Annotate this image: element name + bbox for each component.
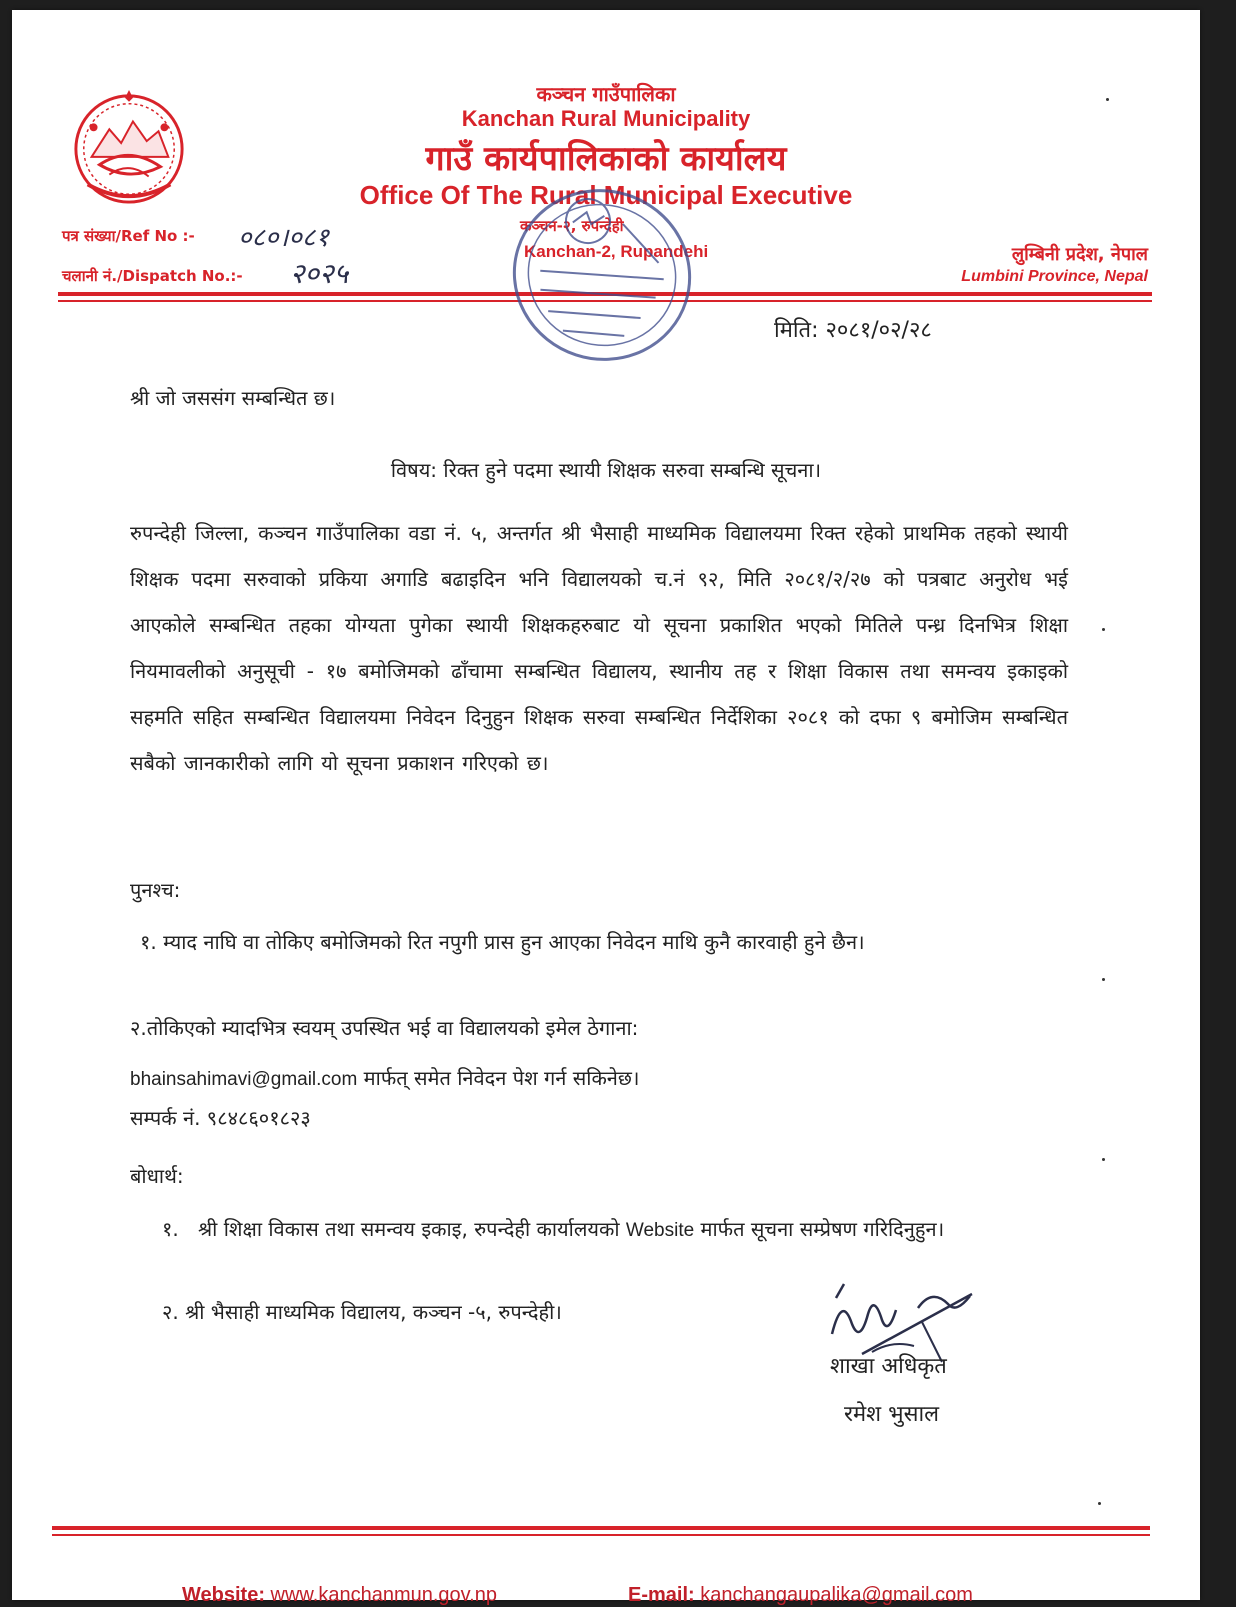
postscript-label: पुनश्च: [130, 878, 181, 902]
province-devanagari: लुम्बिनी प्रदेश, नेपाल [1011, 244, 1148, 265]
scan-speck [1102, 978, 1105, 981]
cc-label: बोधार्थ: [130, 1164, 184, 1188]
letter-page [12, 10, 1200, 1606]
email-line [130, 1064, 640, 1091]
school-email[interactable]: bhainsahimavi@gmail.com [130, 1069, 358, 1090]
letter-date: मिति: २०८१/०२/२८ [774, 318, 932, 343]
ref-no-value: ०८०।०८१ [238, 223, 329, 253]
signatory-title: शाखा अधिकृत [830, 1354, 947, 1379]
scan-speck [1106, 98, 1109, 101]
cc-item-1-text-b: मार्फत सूचना सम्प्रेषण गरिदिनुहुन। [694, 1217, 945, 1241]
footer-website-link[interactable]: www.kanchanmun.gov.np [270, 1584, 497, 1606]
scan-speck [1098, 1502, 1101, 1505]
cc-item-1-number: १. [162, 1217, 179, 1241]
footer-website-label: Website: [182, 1584, 265, 1606]
scan-speck [1102, 1158, 1105, 1161]
salutation: श्री जो जससंग सम्बन्धित छ। [130, 386, 336, 410]
postscript-note-1: १. म्याद नाघि वा तोकिए बमोजिमको रित नपुगी प्रास हुन आएका निवेदन माथि कुनै कारवाही हुने छैन। [140, 930, 865, 954]
subject-line: विषय: रिक्त हुने पदमा स्थायी शिक्षक सरुवा सम्बन्धि सूचना। [390, 458, 822, 482]
office-round-stamp-icon [502, 180, 702, 370]
office-name-devanagari: गाउँ कार्यपालिकाको कार्यालय [425, 139, 787, 179]
cc-item-1-text-a: श्री शिक्षा विकास तथा समन्वय इकाइ, रुपन्देही कार्यालयको [198, 1217, 626, 1241]
dispatch-no-value: २०२५ [290, 257, 349, 290]
body-paragraph: रुपन्देही जिल्ला, कञ्चन गाउँपालिका वडा नं. ५, अन्तर्गत श्री भैसाही माध्यमिक विद्यालयमा रिक्त रहेको प्राथमिक तहको स्थायी शिक्षक पदमा सरुवाको प्रकिया अगाडि बढाइदिन भनि विद्यालयको च.नं ९२, मिति २०८१/२/२७ को पत्रबाट अनुरोध भई आएकोले सम्बन्धित तहका योग्यता पुगेका स्थायी शिक्षकहरुबाट यो सूचना प्रकाशित भएको मितिले पन्ध्र दिनभित्र शिक्षा नियमावलीको अनुसूची - १७ बमोजिमको ढाँचामा सम्बन्धित विद्यालय, स्थानीय तह र शिक्षा विकास तथा समन्वय इकाइको सहमति सहित सम्बन्धित विद्यालयमा निवेदन दिनुहुन शिक्षक सरुवा सम्बन्धित निर्देशिका २०८१ को दफा ९ बमोजिम सम्बन्धित सबैको जानकारीको लागि यो सूचना प्रकाशन गरिएको छ। [130, 521, 1068, 775]
email-line-suffix: मार्फत् समेत निवेदन पेश गर्न सकिनेछ। [357, 1066, 640, 1090]
footer-email [628, 1584, 973, 1607]
footer-email-label: E-mail: [628, 1584, 695, 1606]
ref-no-label: पत्र संख्या/Ref No :- [62, 227, 195, 245]
municipality-name-devanagari: कञ्चन गाउँपालिका [536, 82, 676, 106]
dispatch-no-label: चलानी नं./Dispatch No.:- [62, 267, 243, 285]
signatory-name: रमेश भुसाल [844, 1402, 940, 1427]
footer-website [182, 1584, 497, 1607]
office-address-english: Kanchan-2, Rupandehi [524, 242, 709, 261]
cc-item-1-website: Website [625, 1220, 695, 1241]
scan-speck [1102, 628, 1105, 631]
footer-rule [52, 1526, 1150, 1530]
footer-email-link[interactable]: kanchangaupalika@gmail.com [700, 1584, 973, 1606]
office-address-devanagari: कञ्चन-२, रुपन्देही [520, 217, 624, 235]
province-english: Lumbini Province, Nepal [961, 268, 1148, 285]
postscript-note-2: २.तोकिएको म्यादभित्र स्वयम् उपस्थित भई वा विद्यालयको इमेल ठेगाना: [130, 1016, 639, 1040]
contact-number: सम्पर्क नं. ९८४८६०१८२३ [130, 1106, 311, 1130]
cc-item-2: २. श्री भैसाही माध्यमिक विद्यालय, कञ्चन -५, रुपन्देही। [162, 1300, 562, 1324]
municipality-name-english: Kanchan Rural Municipality [461, 106, 751, 131]
cc-item-1 [162, 1208, 1068, 1252]
footer-rule-thin [52, 1534, 1150, 1536]
office-name-english: Office Of The Rural Municipal Executive [359, 180, 853, 210]
